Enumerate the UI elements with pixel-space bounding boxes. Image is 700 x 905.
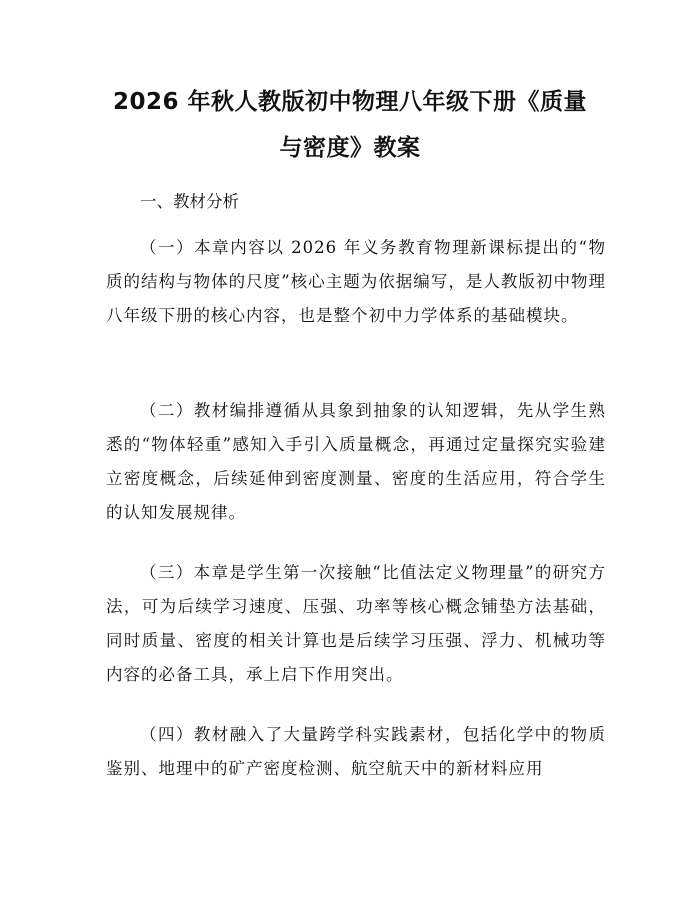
document-title-line-1: 2026 年秋人教版初中物理八年级下册《质量 xyxy=(112,89,588,115)
section-heading: 一、教材分析 xyxy=(140,192,239,211)
paragraph-2: （二）教材编排遵循从具象到抽象的认知逻辑，先从学生熟悉的“物体轻重”感知入手引入质量概念，再通过定量探究实验建立密度概念，后续延伸到密度测量、密度的生活应用，符合学生的认知发展规律。 xyxy=(106,401,606,522)
paragraph-1: （一）本章内容以 2026 年义务教育物理新课标提出的“物质的结构与物体的尺度”核心主题为依据编写，是人教版初中物理八年级下册的核心内容，也是整个初中力学体系的基础模块。 xyxy=(106,238,606,325)
document-title-line-2: 与密度》教案 xyxy=(279,135,421,161)
paragraph-3: （三）本章是学生第一次接触“比值法定义物理量”的研究方法，可为后续学习速度、压强、功率等核心概念铺垫方法基础，同时质量、密度的相关计算也是后续学习压强、浮力、机械功等内容的必备工具，承上启下作用突出。 xyxy=(106,563,606,684)
paragraph-4: （四）教材融入了大量跨学科实践素材，包括化学中的物质鉴别、地理中的矿产密度检测、航空航天中的新材料应用 xyxy=(106,725,606,778)
